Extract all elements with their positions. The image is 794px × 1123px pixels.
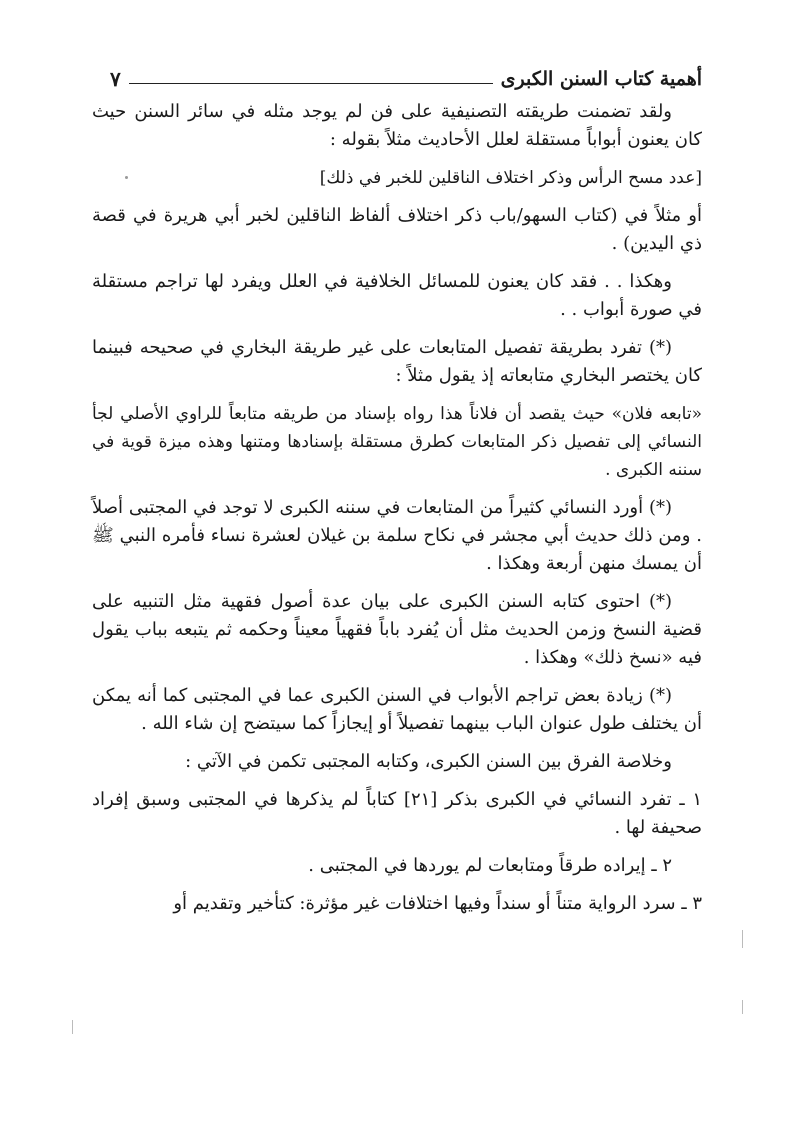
scan-margin-mark — [742, 1000, 743, 1014]
paragraph-summary: وهكذا . . فقد كان يعنون للمسائل الخلافية في العلل ويفرد لها تراجم مستقلة في صورة أبواب . . — [92, 271, 702, 320]
page-body — [92, 98, 702, 928]
scan-speck — [125, 176, 128, 179]
list-item: ٢ ـ إيراده طرقاً ومتابعات لم يوردها في المجتبى . — [308, 855, 672, 876]
header-rule — [129, 83, 493, 84]
scan-margin-mark — [72, 1020, 73, 1034]
paragraph-example: أو مثلاً في (كتاب السهو/باب ذكر اختلاف ألفاظ الناقلين لخبر أبي هريرة في قصة ذي اليدين) . — [92, 205, 702, 254]
list-item: ١ ـ تفرد النسائي في الكبرى بذكر [٢١] كتاباً لم يذكرها في المجتبى وسبق إفراد صحيفة لها . — [92, 789, 702, 838]
paragraph-point-1-detail: «تابعه فلان» حيث يقصد أن فلاناً هذا رواه بإسناد من طريقه متابعاً للراوي الأصلي لجأ النسائي إلى تفصيل ذكر المتابعات كطرق مستقلة بإسنادها ومتنها وهذه ميزة قوية في سننه الكبرى . — [92, 404, 702, 480]
paragraph-intro: ولقد تضمنت طريقته التصنيفية على فن لم يوجد مثله في سائر السنن حيث كان يعنون أبواباً مستقلة لعلل الأحاديث مثلاً بقوله : — [92, 101, 702, 150]
chapter-title-quote: [عدد مسح الرأس وذكر اختلاف الناقلين للخبر في ذلك] — [319, 168, 702, 188]
list-item: ٣ ـ سرد الرواية متناً أو سنداً وفيها اختلافات غير مؤثرة: كتأخير وتقديم أو — [173, 893, 702, 914]
running-title: أهمية كتاب السنن الكبرى — [500, 68, 702, 90]
page-number: ٧ — [110, 67, 121, 91]
paragraph-conclusion: وخلاصة الفرق بين السنن الكبرى، وكتابه المجتبى تكمن في الآتي : — [185, 751, 672, 772]
paragraph-point-3: (*) احتوى كتابه السنن الكبرى على بيان عدة أصول فقهية مثل التنبيه على قضية النسخ وزمن الحديث مثل أن يُفرد باباً فقهياً معيناً وحكمه ثم يتبعه بباب يقول فيه «نسخ ذلك» وهكذا . — [92, 591, 702, 668]
running-header — [110, 64, 702, 94]
paragraph-point-4: (*) زيادة بعض تراجم الأبواب في السنن الكبرى عما في المجتبى كما أنه يمكن أن يختلف طول عنوان الباب بينهما تفصيلاً أو إيجازاً كما سيتضح إن شاء الله . — [92, 685, 702, 734]
scan-margin-mark — [742, 930, 743, 948]
paragraph-point-2: (*) أورد النسائي كثيراً من المتابعات في سننه الكبرى لا توجد في المجتبى أصلاً . ومن ذلك حديث أبي مجشر في نكاح سلمة بن غيلان لعشرة نساء فأمره النبي ﷺ أن يمسك منهن أربعة وهكذا . — [92, 497, 702, 574]
paragraph-point-1: (*) تفرد بطريقة تفصيل المتابعات على غير طريقة البخاري في صحيحه فبينما كان يختصر البخاري متابعاته إذ يقول مثلاً : — [92, 337, 702, 386]
